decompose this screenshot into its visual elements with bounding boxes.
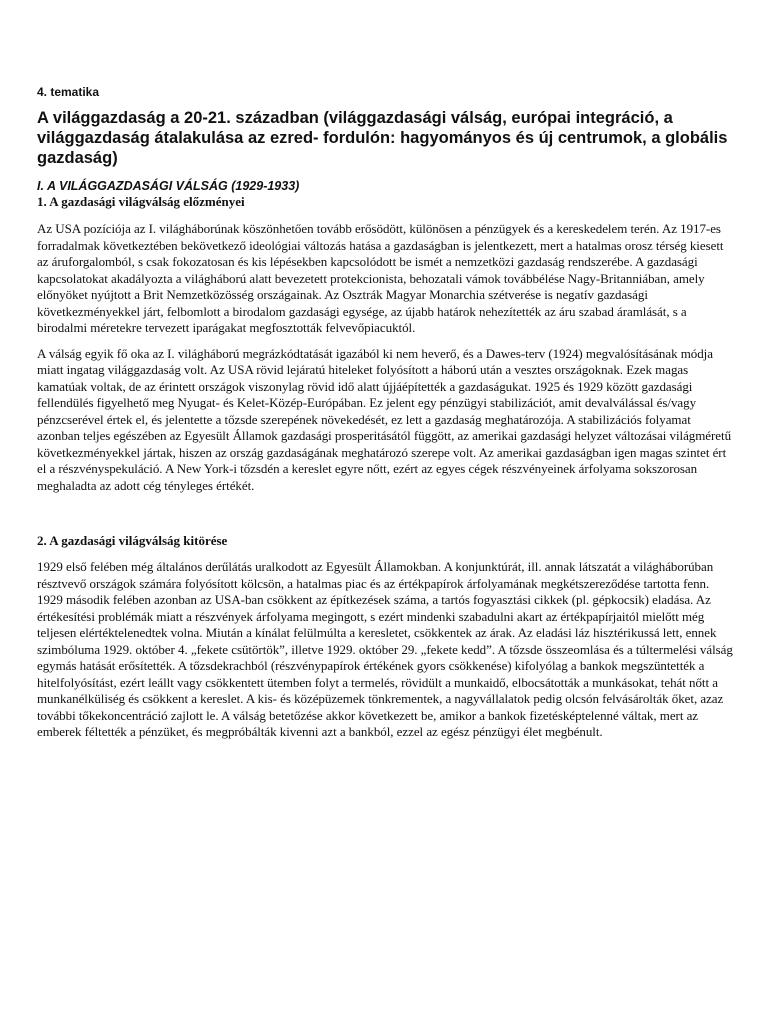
subsection-heading: 2. A gazdasági világválság kitörése xyxy=(37,533,228,548)
body-paragraph: Az USA pozíciója az I. világháborúnak köszönhetően tovább erősödött, különösen a pénzügyek és a kereskedelem terén. Az 1917-es forradalmak következtében bekövetkező ideológiai változás hatása a gazdaságban is jelentkezett, mert a hatalmas orosz térség kiesett az áruforgalomból, s csak fokozatosan és kis lépésekben kapcsolódott be ismét a nemzetközi gazdaság rendszerébe. A gazdasági kapcsolatokat akadályozta a világháború alatt bevezetett protekcionista, behozatali vámok továbbélése Nagy-Britanniában, amely előnyöket nyújtott a Brit Nemzetközösség országainak. Az Osztrák Magyar Monarchia szétverése is negatív gazdasági következményekkel járt, felbomlott a birodalom gazdasági egysége, az újabb határok nehezítették az áru szabad áramlását, s a birodalmi méretekre tervezett iparágakat megfosztották felvevőpiacuktól. xyxy=(37,221,724,335)
body-paragraph: 1929 első felében még általános derűlátás uralkodott az Egyesült Államokban. A konjunktúrát, ill. annak látszatát a világháborúban résztvevő országok számára folyósított kölcsön, a hatalmas piac és az értékpapírok árfolyamának megkétszereződése tartotta fenn. 1929 második felében azonban az USA-ban csökkent az építkezések száma, a tartós fogyasztási cikkek (pl. gépkocsik) eladása. Az értékesítési problémák miatt a részvények árfolyama megingott, s ezért mindenki szabadulni akart az értékpapírjaitól mielőtt még teljesen elértéktelenedtek volna. Miután a kínálat felülmúlta a keresletet, csökkentek az árak. Az eladási láz hisztérikussá lett, ennek szimbóluma 1929. október 4. „fekete csütörtök”, illetve 1929. október 29. „fekete kedd”. A tőzsde összeomlása és a túltermelési válság egymás hatását erősítették. A tőzsdekrachból (részvénypapírok értékének gyors csökkenése) kifolyólag a bankok megszüntették a hitelfolyósítást, ezért leállt vagy csökkentett ütemben folyt a termelés, rövidült a munkaidő, elbocsátották a munkásokat, tehát nőtt a munkanélküliség és csökkent a kereslet. A kis- és középüzemek tönkrementek, a nagyvállalatok pedig olcsón felvásárolták őket, azaz további tőkekoncentráció zajlott le. A válság betetőzése akkor következett be, amikor a bankok fizetésképtelenné váltak, mert az emberek féltették a pénzüket, és megpróbálták kivenni azt a bankból, ezzel az egész pénzügyi élet megbénult. xyxy=(37,559,733,739)
main-title: A világgazdaság a 20-21. században (világgazdasági válság, európai integráció, a világgazdaság átalakulása az ezred- fordulón: hagyományos és új centrumok, a globális gazdaság) xyxy=(37,109,728,167)
subsection-heading: 1. A gazdasági világválság előzményei xyxy=(37,194,245,209)
topic-label: 4. tematika xyxy=(37,85,100,99)
section-title: I. A VILÁGGAZDASÁGI VÁLSÁG (1929-1933) xyxy=(37,179,300,193)
document-page xyxy=(37,84,733,750)
body-paragraph: A válság egyik fő oka az I. világháború megrázkódtatását igazából ki nem heverő, és a Dawes-terv (1924) megvalósításának módja miatt ingatag világgazdaság volt. Az USA rövid lejáratú hiteleket folyósított a háború után a vesztes országoknak. Ezek magas kamatúak voltak, de az érintett országok viszonylag rövid idő alatt újjáépítették a gazdaságukat. 1925 és 1929 között gazdasági fellendülés figyelhető meg Nyugat- és Kelet-Közép-Európában. Ez jelent egy pénzügyi stabilizációt, amit devalválással és/vagy pénzcserével értek el, és jelentette a tőzsde szerepének növekedését, ez lett a gazdaság meghatározója. A stabilizációs folyamat azonban teljes egészében az Egyesült Államok gazdasági prosperitásától függött, az amerikai gazdasági helyzet változásai világméretű következményekkel jártak, hiszen az ország gazdaságának meghatározó szerepe volt. Az amerikai gazdaságban igen magas szintet ért el a részvényspekuláció. A New York-i tőzsdén a kereslet egyre nőtt, ezért az egyes cégek részvényeinek árfolyama sokszorosan meghaladta az adott cég tényleges értékét. xyxy=(37,345,732,493)
